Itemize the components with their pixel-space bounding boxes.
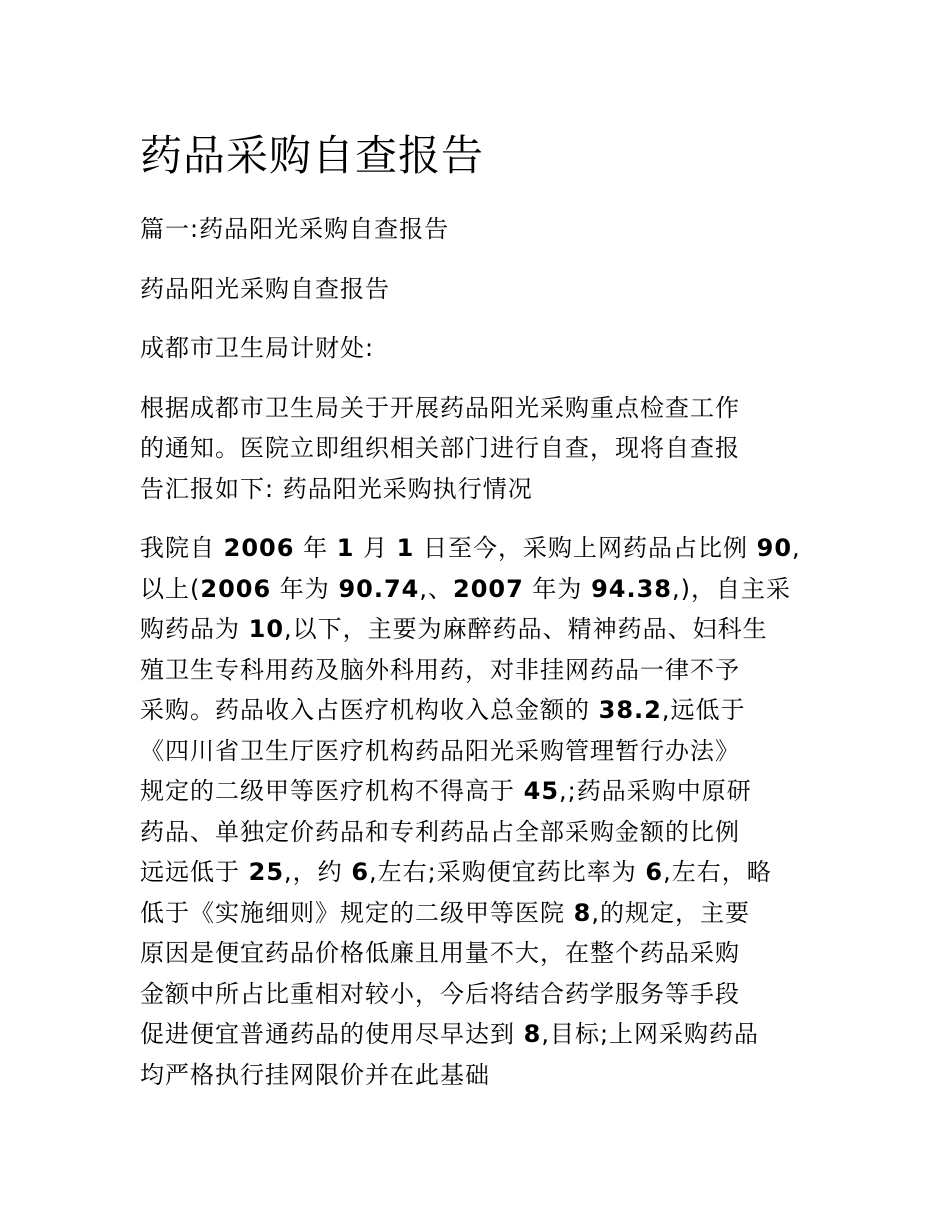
paragraph-details-line — [140, 1055, 820, 1096]
text-run: ,以下，主要为麻醉药品、精神药品、妇科生 — [284, 615, 768, 643]
bold-figure: 90 — [756, 534, 793, 562]
bold-figure: 90.74 — [338, 574, 420, 603]
paragraph-details-line — [140, 974, 820, 1015]
text-run: ,目标;上网采购药品 — [541, 1020, 760, 1048]
text-run: ,左右，略 — [663, 858, 772, 886]
subtitle-article-one: 篇一:药品阳光采购自查报告 — [140, 215, 450, 243]
paragraph-details-line — [140, 893, 820, 934]
text-run: 促进便宜普通药品的使用尽早达到 — [140, 1020, 524, 1048]
subtitle-report-name: 药品阳光采购自查报告 — [140, 274, 390, 303]
text-run: 年为 — [271, 574, 339, 603]
text-run: 远远低于 — [140, 858, 249, 886]
bold-figure: 6 — [351, 858, 370, 886]
bold-figure: 6 — [645, 858, 664, 886]
bold-figure: 8 — [523, 1020, 542, 1048]
document-content — [140, 128, 820, 1095]
bold-figure: 2006 — [200, 574, 272, 603]
text-run: 殖卫生专科用药及脑外科用药，对非挂网药品一律不予 — [140, 655, 740, 684]
paragraph-details-line — [140, 933, 820, 974]
paragraph-details-line — [140, 528, 820, 569]
bold-figure: 10 — [248, 615, 285, 643]
bold-figure: 25 — [248, 858, 285, 886]
paragraph-details-line — [140, 650, 820, 691]
text-run: 规定的二级甲等医疗机构不得高于 — [140, 777, 524, 805]
paragraph-intro-line: 根据成都市卫生局关于开展药品阳光采购重点检查工作 — [140, 393, 740, 422]
paragraph-intro-line: 告汇报如下: 药品阳光采购执行情况 — [140, 474, 533, 503]
text-run: 月 — [354, 534, 397, 562]
paragraph-intro-line: 的通知。医院立即组织相关部门进行自查，现将自查报 — [140, 434, 740, 462]
text-run: 《四川省卫生厅医疗机构药品阳光采购管理暂行办法》 — [140, 736, 740, 765]
paragraph-intro — [140, 388, 820, 510]
bold-figure: 38.2 — [598, 696, 662, 724]
text-run: 以上( — [140, 574, 201, 603]
text-run: ,的规定，主要 — [591, 898, 750, 927]
text-run: ,)，自主采 — [671, 574, 791, 603]
text-run: 年 — [294, 534, 337, 562]
bold-figure: 1 — [396, 534, 415, 562]
text-run: , — [792, 534, 801, 562]
text-run: 购药品为 — [140, 615, 249, 643]
text-run: ,左右;采购便宜药比率为 — [369, 858, 646, 886]
text-run: 药品、单独定价药品和专利药品占全部采购金额的比例 — [140, 817, 740, 846]
addressee: 成都市卫生局计财处: — [140, 334, 375, 362]
text-run: ,、 — [419, 574, 453, 603]
text-run: 采购。药品收入占医疗机构收入总金额的 — [140, 696, 599, 724]
text-run: 年为 — [523, 574, 592, 603]
paragraph-details-line — [140, 609, 820, 650]
bold-figure: 94.38 — [591, 574, 672, 603]
paragraph-details-line — [140, 771, 820, 812]
text-run: 低于《实施细则》规定的二级甲等医院 — [140, 898, 574, 927]
paragraph-details-line — [140, 852, 820, 893]
paragraph-details-line — [140, 1014, 820, 1055]
bold-figure: 45 — [523, 777, 560, 805]
document-title: 药品采购自查报告 — [140, 131, 485, 180]
bold-figure: 1 — [336, 534, 355, 562]
bold-figure: 2007 — [453, 574, 524, 603]
paragraph-procurement-details — [140, 528, 820, 1095]
text-run: ,远低于 — [661, 696, 746, 724]
text-run: ,;药品采购中原研 — [559, 777, 752, 805]
text-run: 原因是便宜药品价格低廉且用量不大，在整个药品采购 — [140, 939, 740, 967]
text-run: 金额中所占比重相对较小，今后将结合药学服务等手段 — [140, 979, 740, 1008]
text-run: 均严格执行挂网限价并在此基础 — [140, 1060, 490, 1089]
bold-figure: 8 — [573, 898, 592, 927]
text-run: ,，约 — [284, 858, 352, 886]
text-run: 日至今，采购上网药品占比例 — [414, 534, 757, 562]
paragraph-details-line — [140, 569, 820, 610]
paragraph-details-line — [140, 731, 820, 772]
bold-figure: 2006 — [223, 534, 295, 562]
paragraph-details-line — [140, 690, 820, 731]
paragraph-details-line — [140, 812, 820, 853]
text-run: 我院自 — [140, 534, 224, 562]
